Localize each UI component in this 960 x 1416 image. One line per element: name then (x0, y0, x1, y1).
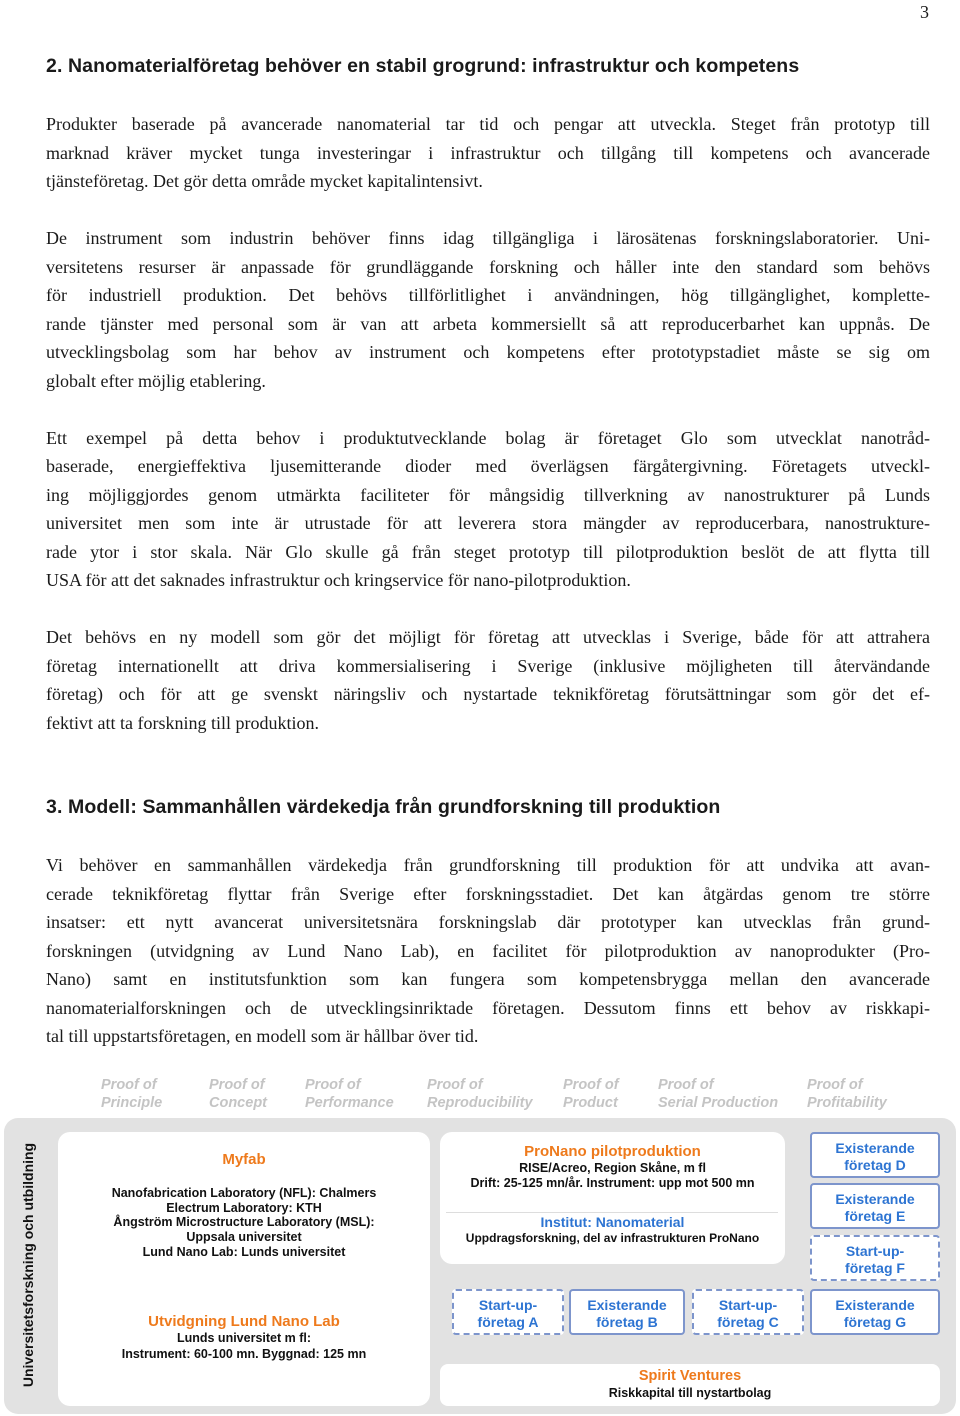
paragraph-line: Produkter baserade på avancerade nanomaterial tar tid och pengar att utveckla. Steget från prototyp till (46, 114, 930, 134)
myfab-line: Nanofabrication Laboratory (NFL): Chalmers (111, 1186, 377, 1200)
section-3-heading: 3. Modell: Sammanhållen värdekedja från grundforskning till produktion (46, 796, 721, 818)
paragraph-line: marknad kräver mycket tunga investeringar i infrastruktur och tillgång till kompetens och avancerade (46, 143, 930, 163)
paragraph-line: globalt efter möjlig etablering. (46, 371, 266, 391)
company-box-startup-c: Start-up- företag C (692, 1289, 804, 1335)
company-box-existing-b: Existerande företag B (569, 1289, 685, 1335)
side-label: Universitetsforskning och utbildning (20, 1142, 36, 1388)
lund-nano-lab-line: Lunds universitet m fl: (176, 1331, 312, 1345)
myfab-line: Uppsala universitet (186, 1230, 302, 1244)
stage-label: Proof of Principle (101, 1077, 163, 1111)
paragraph-line: tal till uppstartsföretagen, en modell som är hållbar över tid. (46, 1026, 479, 1046)
paragraph-line: insatser: ett nytt avancerat universitetsnära forskningslab där prototyper kan utvecklas från grund- (46, 912, 930, 932)
paragraph-line: USA för att det saknades infrastruktur och kringservice för nano-pilotproduktion. (46, 570, 631, 590)
company-box-startup-f: Start-up- företag F (810, 1235, 940, 1281)
university-panel (58, 1132, 430, 1406)
company-box-startup-a: Start-up- företag A (452, 1289, 564, 1335)
paragraph-line: företag internationellt att driva kommersialisering i Sverige (inklusive möjligheten till återvändande (46, 656, 930, 676)
paragraph-line: rade ytor i stor skala. När Glo skulle gå från steget prototyp till pilotproduktion beslöt de att flytta till (46, 542, 930, 562)
paragraph-line: Vi behöver en sammanhållen värdekedja från grundforskning till produktion för att undvika att avan- (46, 855, 930, 875)
spirit-ventures-line: Riskkapital till nystartbolag (608, 1386, 772, 1400)
paragraph-line: universitet men som inte är utrustade för att leverera stora mängder av reproducerbara, nanostrukture- (46, 513, 930, 533)
paragraph-line: nanomaterialforskningen och de utvecklingsinriktade företagen. Dessutom finns ett behov av riskkapi- (46, 998, 930, 1018)
paragraph-line: Det behövs en ny modell som gör det möjligt för företag att utvecklas i Sverige, både för att attrahera (46, 627, 930, 647)
paragraph-line: versitetens resurser är anpassade för grundläggande forskning och håller inte den standard som behövs (46, 257, 930, 277)
paragraph-line: ing möjliggjordes genom utmärkta faciliteter för mångsidig tillverkning av nanostrukturer på Lunds (46, 485, 930, 505)
stage-label: Proof of Performance (305, 1077, 394, 1111)
pronano-title: ProNano pilotproduktion (524, 1143, 701, 1160)
paragraph-line: utvecklingsbolag som har behov av instrument och kompetens efter prototypstadiet måste se sig om (46, 342, 930, 362)
paragraph-line: Ett exempel på detta behov i produktutvecklande bolag är företaget Glo som utvecklat nanotråd- (46, 428, 930, 448)
myfab-title: Myfab (222, 1151, 266, 1168)
company-box-existing-g: Existerande företag G (810, 1289, 940, 1335)
lund-nano-lab-title: Utvidgning Lund Nano Lab (148, 1313, 340, 1330)
company-box-existing-d: Existerande företag D (810, 1132, 940, 1178)
paragraph-line: rande tjänster med personal som är van att arbeta kommersiellt så att reproducerbarhet kan uppnås. De (46, 314, 930, 334)
paragraph-line: företag) och för att ge svenskt näringsliv och nystartade teknikföretag förutsättningar som gör det ef- (46, 684, 930, 704)
myfab-line: Lund Nano Lab: Lunds universitet (142, 1245, 346, 1259)
stage-label: Proof of Serial Production (658, 1077, 779, 1111)
company-box-existing-e: Existerande företag E (810, 1183, 940, 1229)
institut-title: Institut: Nanomaterial (540, 1214, 685, 1230)
pronano-line: Drift: 25-125 mn/år. Instrument: upp mot 500 mn (470, 1176, 755, 1190)
pronano-line: RISE/Acreo, Region Skåne, m fl (519, 1161, 706, 1175)
paragraph-line: för industriell produktion. Det behövs tillförlitlighet i användningen, hög tillgänglighet, komplette- (46, 285, 930, 305)
page-number: 3 (920, 2, 929, 22)
paragraph-line: forskningen (utvidgning av Lund Nano Lab), en facilitet för pilotproduktion av nanoprodukter (Pro- (46, 941, 930, 961)
panel-divider (446, 1212, 778, 1213)
side-label-container (14, 1142, 42, 1392)
paragraph-line: tjänsteföretag. Det gör detta område mycket kapitalintensivt. (46, 171, 483, 191)
paragraph-line: De instrument som industrin behöver finns idag tillgängliga i lärosätenas forskningslaboratorier. Uni- (46, 228, 930, 248)
stage-label: Proof of Concept (209, 1077, 267, 1111)
myfab-line: Ångström Microstructure Laboratory (MSL): (113, 1215, 375, 1229)
paragraph-line: Nano) samt en institutsfunktion som kan fungera som kompetensbrygga mellan den avancerade (46, 969, 930, 989)
stage-label: Proof of Reproducibility (427, 1077, 533, 1111)
paragraph-line: cerade teknikföretag flyttar från Sverige efter forskningsstadiet. Det kan åtgärdas genom tre större (46, 884, 930, 904)
institut-line: Uppdragsforskning, del av infrastrukturen ProNano (465, 1231, 760, 1245)
myfab-line: Electrum Laboratory: KTH (166, 1201, 322, 1215)
spirit-ventures-title: Spirit Ventures (638, 1368, 742, 1384)
value-chain-diagram (0, 1068, 960, 1416)
section-2-heading: 2. Nanomaterialföretag behöver en stabil grogrund: infrastruktur och kompetens (46, 55, 800, 77)
paragraph-line: baserade, energieffektiva ljusemitterande dioder med överlägsen färgåtergivning. Företagets utveckl- (46, 456, 930, 476)
paragraph-line: fektivt att ta forskning till produktion. (46, 713, 319, 733)
stage-label: Proof of Profitability (807, 1077, 887, 1111)
lund-nano-lab-line: Instrument: 60-100 mn. Byggnad: 125 mn (121, 1347, 367, 1361)
stage-label: Proof of Product (563, 1077, 619, 1111)
